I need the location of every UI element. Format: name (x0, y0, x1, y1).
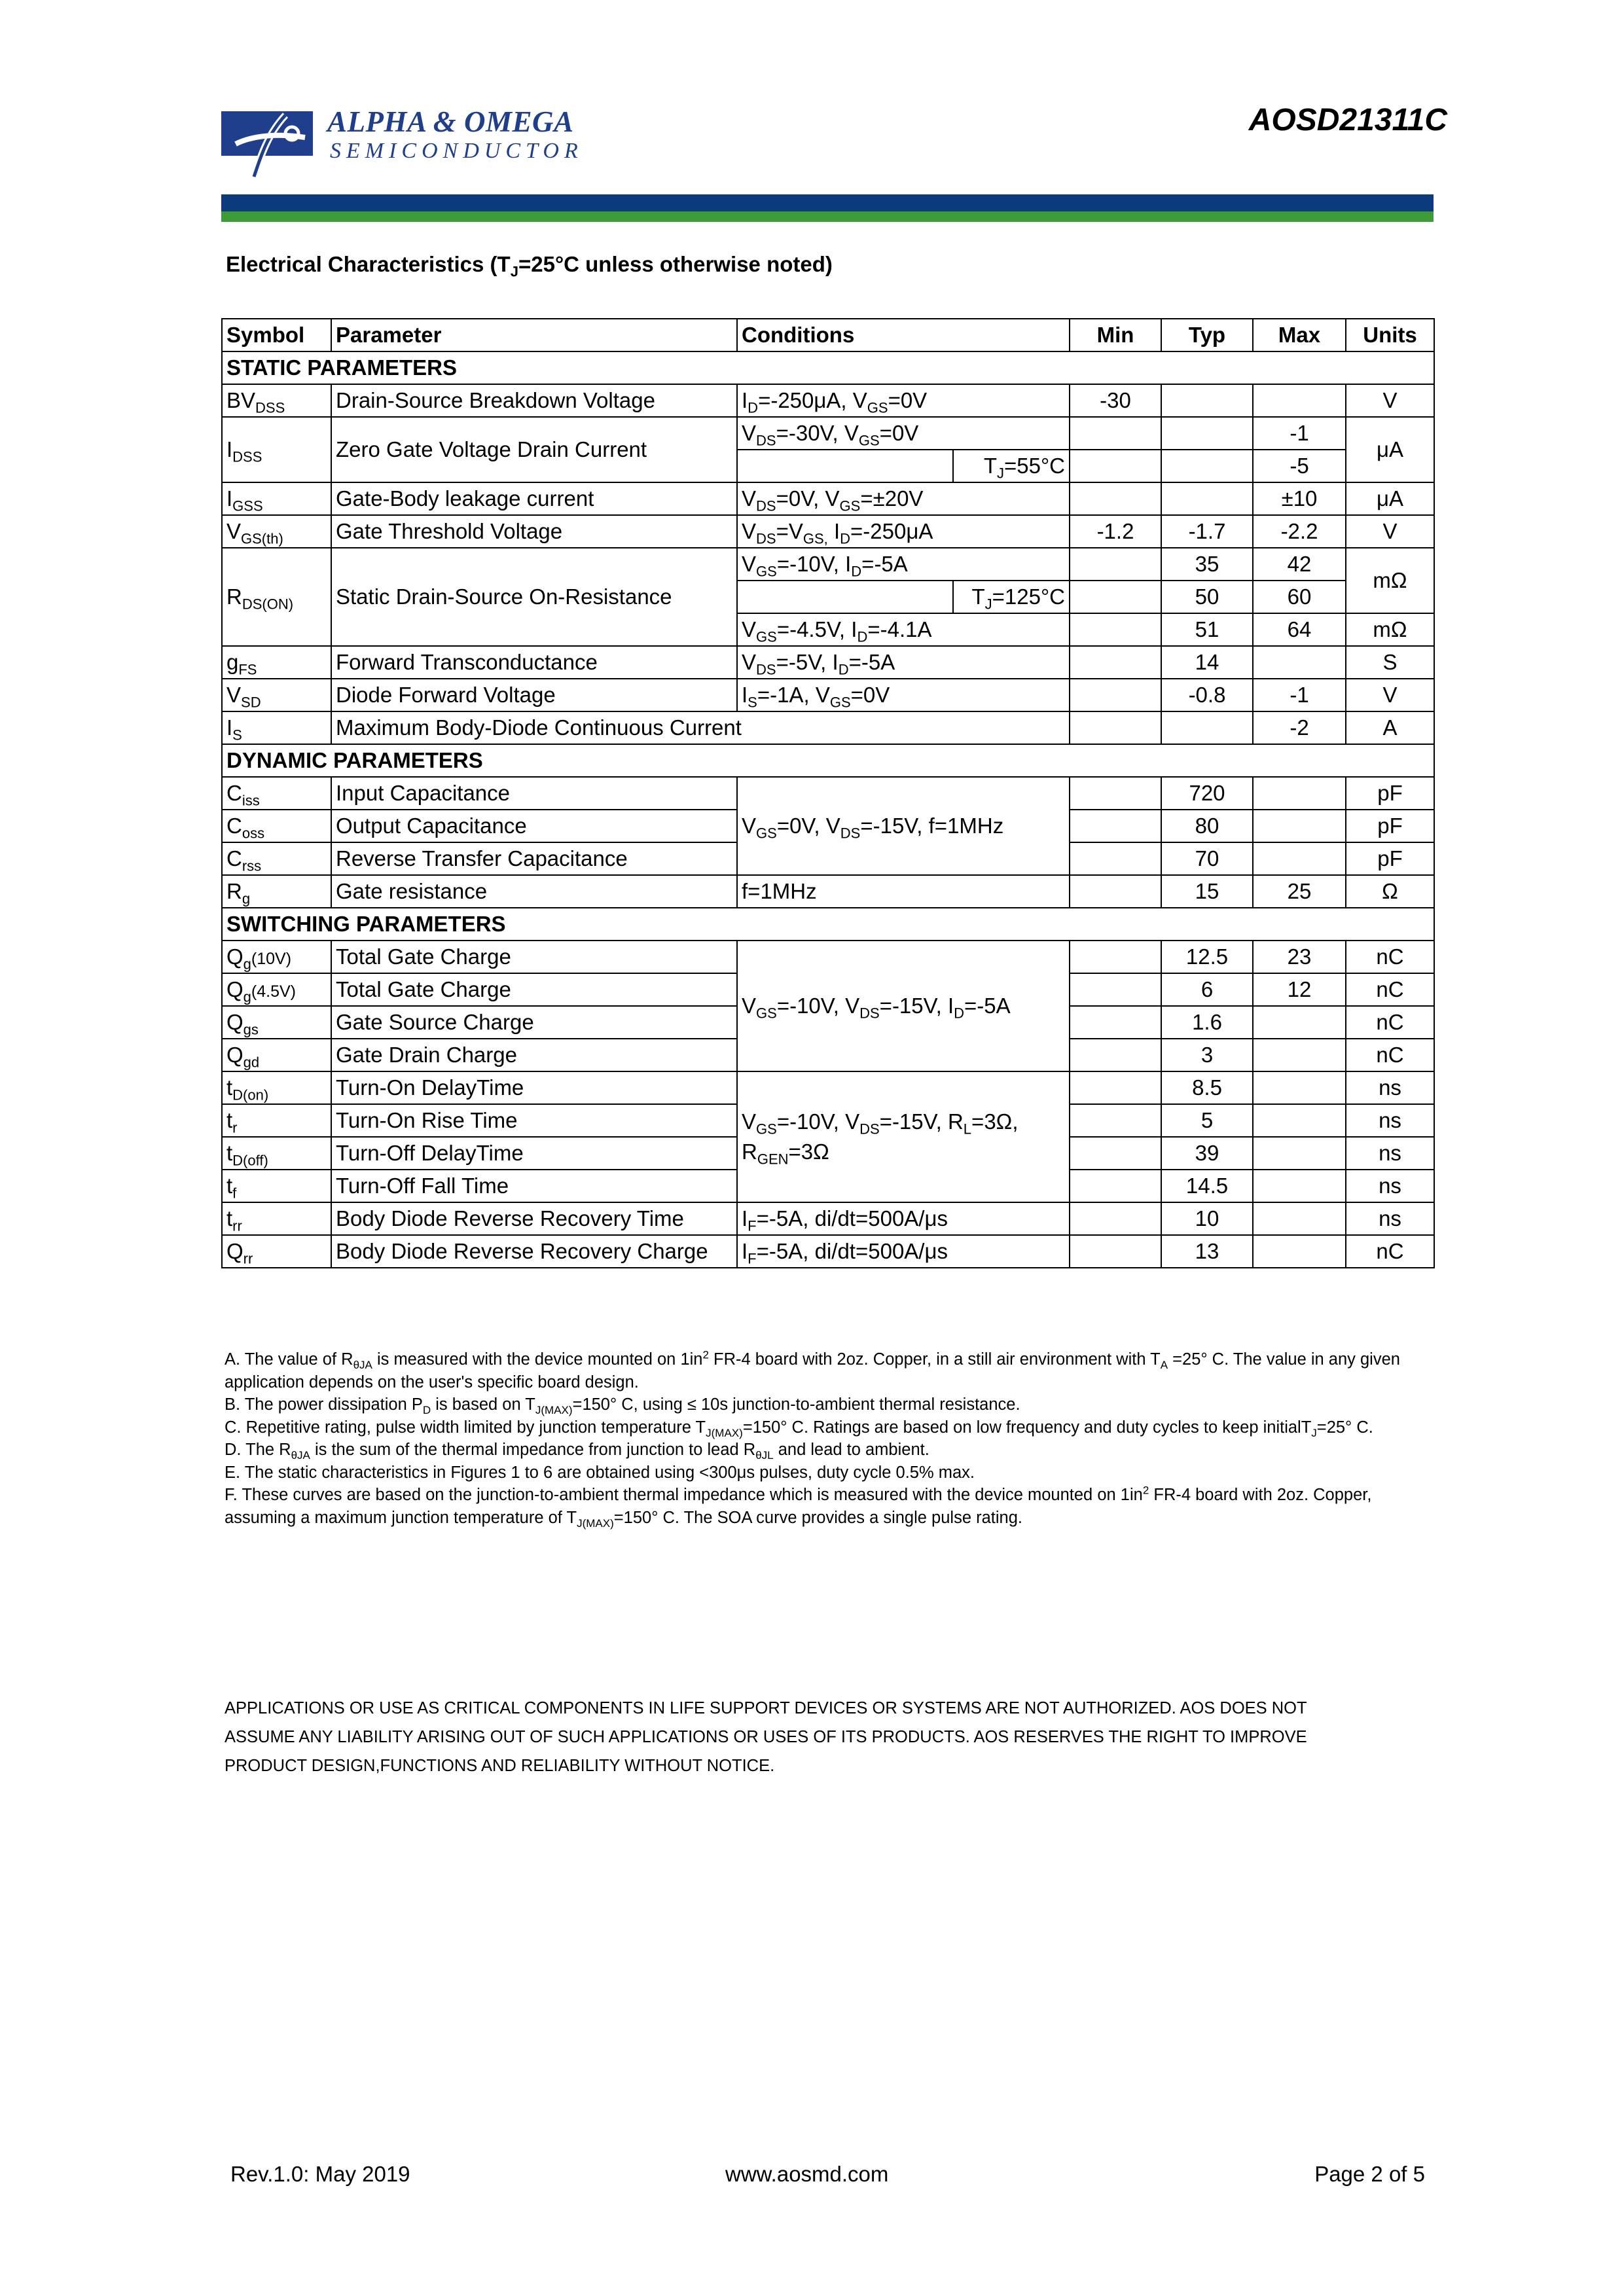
max-cell: 25 (1253, 875, 1346, 908)
parameter-cell: Total Gate Charge (331, 973, 737, 1006)
min-cell (1070, 679, 1161, 711)
units-cell: mΩ (1346, 613, 1434, 646)
disclaimer-line: PRODUCT DESIGN,FUNCTIONS AND RELIABILITY WITHOUT NOTICE. (225, 1757, 775, 1775)
symbol-cell: $R_{DS(ON)}$ (222, 548, 331, 646)
symbol-cell: $C_{iss}$ (222, 777, 331, 810)
table-row (222, 1071, 1434, 1104)
typ-cell (1161, 384, 1253, 417)
typ-cell: 39 (1161, 1137, 1253, 1170)
min-cell (1070, 875, 1161, 908)
conditions-cell: $I_F=-5A$, di/dt=500A/μs (737, 1202, 1070, 1235)
symbol-cell: $t_{D(off)}$ (222, 1137, 331, 1170)
symbol-cell: $Q_{gs}$ (222, 1006, 331, 1039)
part-number: AOSD21311C (1248, 103, 1447, 137)
conditions-cell: $V_{GS}=-10V$, $V_{DS}=-15V$, $I_D=-5A$ (737, 941, 1070, 1071)
header-band-green (221, 211, 1434, 222)
header-typ: Typ (1161, 319, 1253, 351)
conditions-cell: $I_F=-5A$, di/dt=500A/μs (737, 1235, 1070, 1268)
typ-cell: 1.6 (1161, 1006, 1253, 1039)
symbol-cell: $t_r$ (222, 1104, 331, 1137)
typ-cell (1161, 482, 1253, 515)
symbol-cell: $t_{D(on)}$ (222, 1071, 331, 1104)
conditions-cell: $V_{DS}=-5V$, $I_D=-5A$ (737, 646, 1070, 679)
symbol-cell: $Q_g(10V)$ (222, 941, 331, 973)
min-cell (1070, 548, 1161, 581)
min-cell (1070, 810, 1161, 842)
parameter-cell: Gate Drain Charge (331, 1039, 737, 1071)
table-row (222, 515, 1434, 548)
max-cell: ±10 (1253, 482, 1346, 515)
section-title: Electrical Characteristics ($T_J=25^\circ C$ unless otherwise noted) (226, 252, 833, 280)
header-min: Min (1070, 319, 1161, 351)
units-cell: ns (1346, 1137, 1434, 1170)
units-cell: pF (1346, 842, 1434, 875)
min-cell (1070, 842, 1161, 875)
min-cell (1070, 777, 1161, 810)
max-cell (1253, 810, 1346, 842)
typ-cell: 15 (1161, 875, 1253, 908)
parameter-cell: Gate-Body leakage current (331, 482, 737, 515)
max-cell (1253, 1235, 1346, 1268)
min-cell (1070, 1071, 1161, 1104)
conditions-cell: $V_{DS}=V_{GS,}$ $I_D=-250\mu A$ (737, 515, 1070, 548)
units-cell: ns (1346, 1202, 1434, 1235)
min-cell (1070, 1137, 1161, 1170)
logo-company-name: ALPHA & OMEGA (327, 105, 574, 138)
section-row-static (222, 351, 1434, 384)
section-dynamic: DYNAMIC PARAMETERS (222, 744, 1434, 777)
max-cell: -1 (1253, 417, 1346, 450)
conditions-spacer (737, 581, 953, 613)
footer-revision: Rev.1.0: May 2019 (230, 2162, 410, 2186)
typ-cell (1161, 711, 1253, 744)
parameter-cell: Drain-Source Breakdown Voltage (331, 384, 737, 417)
parameter-cell: Input Capacitance (331, 777, 737, 810)
max-cell: 12 (1253, 973, 1346, 1006)
typ-cell: -1.7 (1161, 515, 1253, 548)
disclaimer-line: APPLICATIONS OR USE AS CRITICAL COMPONENTS IN LIFE SUPPORT DEVICES OR SYSTEMS ARE NOT AUTHORIZED. AOS DOES NOT (225, 1699, 1307, 1717)
typ-cell: 51 (1161, 613, 1253, 646)
max-cell: 60 (1253, 581, 1346, 613)
note-f: F. These curves are based on the junction-to-ambient thermal impedance which is measured with the device mounted on $1in^2$ FR-4 board with 2oz. Copper, assuming a maximum junction temperature of $T_{J(MAX)}=150^\circ$ C. The SOA curve provides a single pulse rating. (225, 1484, 1372, 1530)
parameter-cell: Reverse Transfer Capacitance (331, 842, 737, 875)
typ-cell: 10 (1161, 1202, 1253, 1235)
conditions-cell: $V_{GS}=-10V$, $I_D=-5A$ (737, 548, 1070, 581)
symbol-cell: $C_{oss}$ (222, 810, 331, 842)
parameter-cell: Turn-Off Fall Time (331, 1170, 737, 1202)
min-cell (1070, 973, 1161, 1006)
min-cell (1070, 1039, 1161, 1071)
table-row (222, 875, 1434, 908)
section-static: STATIC PARAMETERS (222, 351, 1434, 384)
section-row-switching (222, 908, 1434, 941)
typ-cell: 720 (1161, 777, 1253, 810)
header-conditions: Conditions (737, 319, 1070, 351)
symbol-cell: $Q_g(4.5V)$ (222, 973, 331, 1006)
min-cell (1070, 417, 1161, 450)
header-symbol: Symbol (222, 319, 331, 351)
parameter-cell: Gate Threshold Voltage (331, 515, 737, 548)
typ-cell: -0.8 (1161, 679, 1253, 711)
footer-website-link[interactable]: www.aosmd.com (725, 2162, 889, 2186)
header-band-blue (221, 194, 1434, 211)
max-cell (1253, 1170, 1346, 1202)
parameter-cell: Diode Forward Voltage (331, 679, 737, 711)
units-cell: μA (1346, 482, 1434, 515)
conditions-cell: $V_{GS}=0V$, $V_{DS}=-15V$, f=1MHz (737, 777, 1070, 875)
table-row (222, 1235, 1434, 1268)
units-cell: V (1346, 384, 1434, 417)
symbol-cell: $Q_{gd}$ (222, 1039, 331, 1071)
table-row (222, 679, 1434, 711)
units-cell: nC (1346, 1039, 1434, 1071)
note-e: E. The static characteristics in Figures 1 to 6 are obtained using <300μs pulses, duty cycle 0.5% max. (225, 1463, 975, 1482)
table-row (222, 711, 1434, 744)
parameter-cell: Output Capacitance (331, 810, 737, 842)
units-cell: V (1346, 679, 1434, 711)
symbol-cell: $t_{rr}$ (222, 1202, 331, 1235)
min-cell (1070, 450, 1161, 482)
min-cell (1070, 1170, 1161, 1202)
units-cell: nC (1346, 973, 1434, 1006)
conditions-cell: f=1MHz (737, 875, 1070, 908)
max-cell (1253, 1104, 1346, 1137)
max-cell: -5 (1253, 450, 1346, 482)
symbol-cell: $V_{GS(th)}$ (222, 515, 331, 548)
typ-cell: 80 (1161, 810, 1253, 842)
table-row (222, 1202, 1434, 1235)
max-cell: -2 (1253, 711, 1346, 744)
parameter-cell: Turn-On Rise Time (331, 1104, 737, 1137)
parameter-cell: Forward Transconductance (331, 646, 737, 679)
min-cell (1070, 1006, 1161, 1039)
max-cell (1253, 384, 1346, 417)
max-cell: -1 (1253, 679, 1346, 711)
units-cell: A (1346, 711, 1434, 744)
table-row (222, 646, 1434, 679)
units-cell: Ω (1346, 875, 1434, 908)
typ-cell: 5 (1161, 1104, 1253, 1137)
note-b: B. The power dissipation $P_D$ is based on $T_{J(MAX)}=150^\circ$ C, using ≤ 10s junction-to-ambient thermal resistance. (225, 1395, 1020, 1417)
min-cell: -1.2 (1070, 515, 1161, 548)
conditions-cell: $V_{GS}=-10V$, $V_{DS}=-15V$, $R_L=3\Omega$, $R_{GEN}=3\Omega$ (737, 1071, 1070, 1202)
max-cell (1253, 1071, 1346, 1104)
table-row (222, 482, 1434, 515)
units-cell: ns (1346, 1170, 1434, 1202)
max-cell (1253, 1039, 1346, 1071)
parameter-cell: Turn-Off DelayTime (331, 1137, 737, 1170)
parameter-cell: Total Gate Charge (331, 941, 737, 973)
section-row-dynamic (222, 744, 1434, 777)
conditions-cell: $V_{DS}=-30V$, $V_{GS}=0V$ (737, 417, 1070, 450)
symbol-cell: $I_{GSS}$ (222, 482, 331, 515)
symbol-cell: $Q_{rr}$ (222, 1235, 331, 1268)
symbol-cell: $I_S$ (222, 711, 331, 744)
typ-cell: 3 (1161, 1039, 1253, 1071)
alpha-omega-logo-icon (221, 107, 318, 179)
max-cell (1253, 1202, 1346, 1235)
table-header-row (222, 319, 1434, 351)
symbol-cell: $g_{FS}$ (222, 646, 331, 679)
units-cell: mΩ (1346, 548, 1434, 613)
parameter-cell: Maximum Body-Diode Continuous Current (331, 711, 1070, 744)
typ-cell (1161, 417, 1253, 450)
min-cell (1070, 1235, 1161, 1268)
symbol-cell: $R_g$ (222, 875, 331, 908)
typ-cell: 14 (1161, 646, 1253, 679)
typ-cell: 13 (1161, 1235, 1253, 1268)
electrical-characteristics-table (221, 318, 1435, 1268)
footer-page-number: Page 2 of 5 (1314, 2162, 1425, 2186)
typ-cell: 50 (1161, 581, 1253, 613)
parameter-cell: Zero Gate Voltage Drain Current (331, 417, 737, 482)
max-cell: -2.2 (1253, 515, 1346, 548)
units-cell: nC (1346, 941, 1434, 973)
min-cell (1070, 613, 1161, 646)
typ-cell (1161, 450, 1253, 482)
max-cell: 64 (1253, 613, 1346, 646)
units-cell: S (1346, 646, 1434, 679)
conditions-cell: $V_{DS}=0V$, $V_{GS}=\pm 20V$ (737, 482, 1070, 515)
note-a: A. The value of $R_{\theta JA}$ is measured with the device mounted on $1in^2$ FR-4 board with 2oz. Copper, in a still air environment with $T_A =25^\circ$ C. The value in any given application depends on the user's specific board design. (225, 1348, 1400, 1391)
conditions-cell: $V_{GS}=-4.5V$, $I_D=-4.1A$ (737, 613, 1070, 646)
typ-cell: 8.5 (1161, 1071, 1253, 1104)
max-cell: 42 (1253, 548, 1346, 581)
typ-cell: 35 (1161, 548, 1253, 581)
company-logo (221, 105, 601, 180)
symbol-cell: $C_{rss}$ (222, 842, 331, 875)
note-d: D. The $R_{\theta JA}$ is the sum of the thermal impedance from junction to lead $R_{\theta JL}$ and lead to ambient. (225, 1441, 929, 1462)
table-row (222, 417, 1434, 450)
parameter-cell: Gate resistance (331, 875, 737, 908)
parameter-cell: Body Diode Reverse Recovery Charge (331, 1235, 737, 1268)
units-cell: V (1346, 515, 1434, 548)
disclaimer (225, 1694, 1449, 1780)
parameter-cell: Static Drain-Source On-Resistance (331, 548, 737, 646)
min-cell (1070, 482, 1161, 515)
min-cell (1070, 581, 1161, 613)
footnotes (225, 1348, 1435, 1529)
table-row (222, 384, 1434, 417)
units-cell: ns (1346, 1071, 1434, 1104)
max-cell (1253, 842, 1346, 875)
units-cell: pF (1346, 810, 1434, 842)
logo-company-sub: SEMICONDUCTOR (330, 139, 583, 163)
units-cell: nC (1346, 1235, 1434, 1268)
conditions-temp-cell: $T_J=55^\circ C$ (953, 450, 1070, 482)
conditions-spacer (737, 450, 953, 482)
min-cell (1070, 646, 1161, 679)
symbol-cell: $V_{SD}$ (222, 679, 331, 711)
max-cell (1253, 1006, 1346, 1039)
section-switching: SWITCHING PARAMETERS (222, 908, 1434, 941)
units-cell: ns (1346, 1104, 1434, 1137)
conditions-temp-cell: $T_J=125^\circ C$ (953, 581, 1070, 613)
symbol-cell: $I_{DSS}$ (222, 417, 331, 482)
parameter-cell: Turn-On DelayTime (331, 1071, 737, 1104)
table-row (222, 777, 1434, 810)
typ-cell: 14.5 (1161, 1170, 1253, 1202)
parameter-cell: Gate Source Charge (331, 1006, 737, 1039)
typ-cell: 6 (1161, 973, 1253, 1006)
max-cell: 23 (1253, 941, 1346, 973)
max-cell (1253, 1137, 1346, 1170)
symbol-cell: $BV_{DSS}$ (222, 384, 331, 417)
note-c: C. Repetitive rating, pulse width limited by junction temperature $T_{J(MAX)}=150^\circ$ C. Ratings are based on low frequency and duty cycles to keep initialT$_J$=25° C. (225, 1418, 1373, 1439)
min-cell (1070, 1104, 1161, 1137)
header-max: Max (1253, 319, 1346, 351)
max-cell (1253, 777, 1346, 810)
header-units: Units (1346, 319, 1434, 351)
conditions-cell: $I_S=-1A$, $V_{GS}=0V$ (737, 679, 1070, 711)
conditions-cell: $I_D=-250\mu A$, $V_{GS}=0V$ (737, 384, 1070, 417)
max-cell (1253, 646, 1346, 679)
units-cell: nC (1346, 1006, 1434, 1039)
min-cell (1070, 1202, 1161, 1235)
min-cell (1070, 941, 1161, 973)
units-cell: pF (1346, 777, 1434, 810)
parameter-cell: Body Diode Reverse Recovery Time (331, 1202, 737, 1235)
table-row (222, 548, 1434, 581)
min-cell (1070, 711, 1161, 744)
typ-cell: 70 (1161, 842, 1253, 875)
disclaimer-line: ASSUME ANY LIABILITY ARISING OUT OF SUCH APPLICATIONS OR USES OF ITS PRODUCTS. AOS RESERVES THE RIGHT TO IMPROVE (225, 1728, 1307, 1746)
table-row (222, 941, 1434, 973)
typ-cell: 12.5 (1161, 941, 1253, 973)
units-cell: μA (1346, 417, 1434, 482)
header-parameter: Parameter (331, 319, 737, 351)
min-cell: -30 (1070, 384, 1161, 417)
symbol-cell: $t_f$ (222, 1170, 331, 1202)
